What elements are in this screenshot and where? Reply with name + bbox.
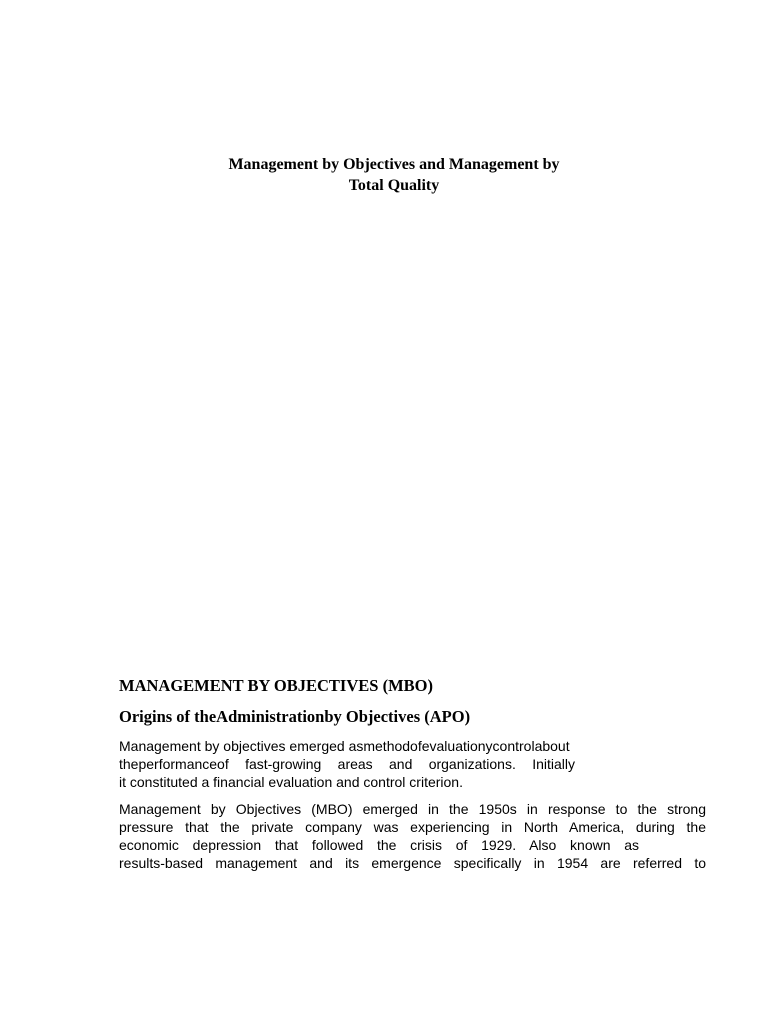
title-line-1: Management by Objectives and Management by bbox=[228, 156, 560, 173]
paragraph-1-line-3: it constituted a financial evaluation and control criterion. bbox=[119, 774, 463, 790]
paragraph-2 bbox=[119, 800, 706, 872]
title-line-2: Total Quality bbox=[348, 177, 440, 194]
document-title bbox=[0, 154, 768, 196]
section-heading: MANAGEMENT BY OBJECTIVES (MBO) bbox=[119, 676, 433, 695]
paragraph-1-line-1: Management by objectives emerged asmethodofevaluationycontrolabout bbox=[119, 738, 570, 754]
paragraph-2-line-4: results-based management and its emergence specifically in 1954 are referred to bbox=[119, 855, 706, 871]
paragraph-1 bbox=[119, 737, 706, 791]
paragraph-2-line-1: Management by Objectives (MBO) emerged in the 1950s in response to the strong bbox=[119, 801, 706, 817]
paragraph-2-line-3: economic depression that followed the crisis of 1929. Also known as bbox=[119, 837, 639, 853]
paragraph-2-line-2: pressure that the private company was experiencing in North America, during the bbox=[119, 819, 706, 835]
paragraph-1-line-2: theperformanceof fast-growing areas and organizations. Initially bbox=[119, 756, 575, 772]
subsection-heading: Origins of theAdministrationby Objectives (APO) bbox=[119, 707, 471, 726]
